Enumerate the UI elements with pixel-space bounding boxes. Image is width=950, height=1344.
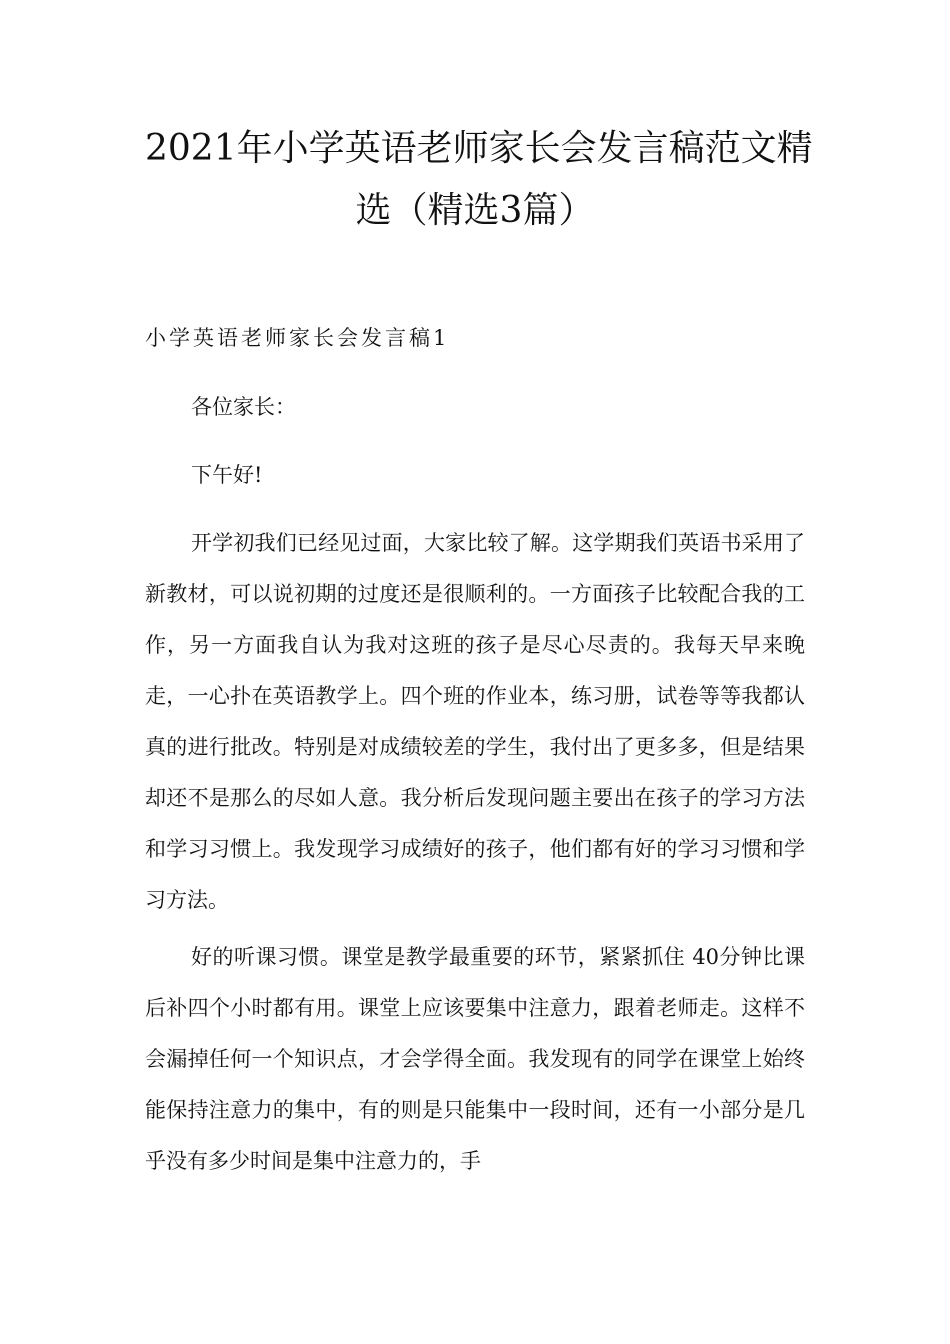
salutation: 各位家长： (191, 395, 296, 419)
greeting: 下午好! (191, 463, 263, 487)
document-title (145, 118, 813, 242)
section-heading: 小学英语老师家长会发言稿1 (145, 326, 450, 350)
body-paragraph-2: 好的听课习惯。课堂是教学最重要的环节，紧紧抓住 40分钟比课后补四个小时都有用。课堂上应该要集中注意力，跟着老师走。这样不会漏掉任何一个知识点，才会学得全面。我发现有的同学在课堂上始终能保持注意力的集中，有的则是只能集中一段时间，还有一小部分是几乎没有多少时间是集中注意力的，手 (145, 945, 805, 1173)
body-paragraph-1: 开学初我们已经见过面，大家比较了解。这学期我们英语书采用了新教材，可以说初期的过度还是很顺利的。一方面孩子比较配合我的工作，另一方面我自认为我对这班的孩子是尽心尽责的。我每天早来晚走，一心扑在英语教学上。四个班的作业本，练习册，试卷等等我都认真的进行批改。特别是对成绩较差的学生，我付出了更多多，但是结果却还不是那么的尽如人意。我分析后发现问题主要出在孩子的学习方法和学习习惯上。我发现学习成绩好的孩子，他们都有好的学习习惯和学习方法。 (145, 531, 805, 912)
title-line-1: 2021年小学英语老师家长会发言稿范文精 (145, 128, 813, 169)
title-line-2: 选（精选3篇） (355, 190, 595, 231)
